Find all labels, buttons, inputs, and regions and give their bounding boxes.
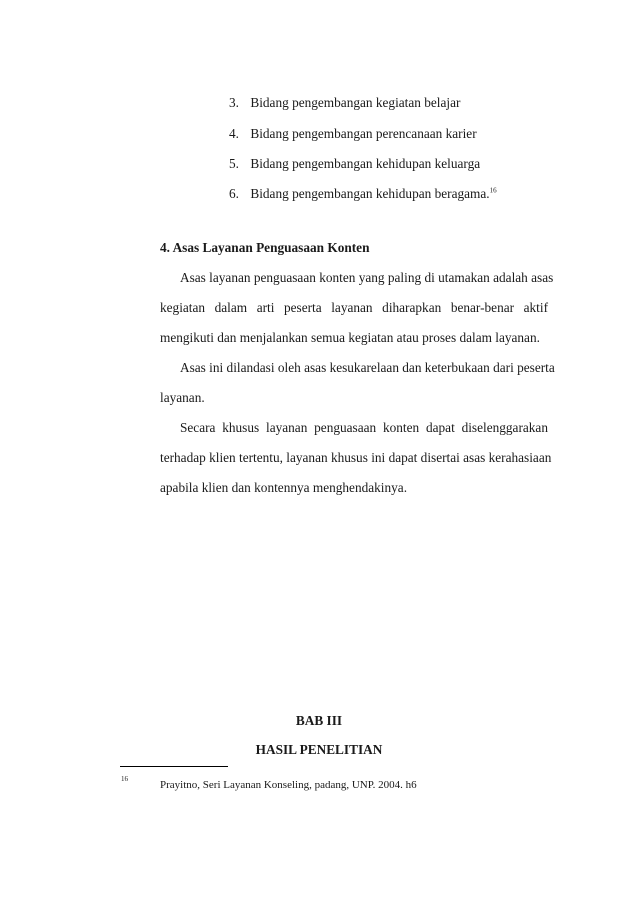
paragraph-line: Asas ini dilandasi oleh asas kesukarelaan dan keterbukaan dari peserta	[180, 360, 555, 375]
list-number: 3.	[229, 95, 239, 110]
list-item	[229, 126, 477, 142]
paragraph-line: Secara khusus layanan penguasaan konten dapat diselenggarakan	[180, 420, 548, 435]
paragraph-line: mengikuti dan menjalankan semua kegiatan atau proses dalam layanan.	[160, 330, 540, 345]
list-number: 5.	[229, 156, 239, 171]
footnote-reference: 16	[489, 186, 497, 195]
list-number: 6.	[229, 186, 239, 201]
list-item	[229, 95, 460, 111]
list-text: Bidang pengembangan kehidupan keluarga	[250, 156, 481, 171]
list-number: 4.	[229, 126, 239, 141]
footnote-rule	[120, 766, 228, 767]
list-text: Bidang pengembangan kegiatan belajar	[250, 95, 461, 110]
footnote-text: Prayitno, Seri Layanan Konseling, padang, UNP. 2004. h6	[160, 779, 417, 791]
section-heading: 4. Asas Layanan Penguasaan Konten	[160, 240, 370, 255]
chapter-label: BAB III	[295, 713, 343, 728]
paragraph-line: terhadap klien tertentu, layanan khusus ini dapat disertai asas kerahasiaan	[160, 450, 552, 465]
chapter-title: HASIL PENELITIAN	[255, 742, 383, 757]
footnote-mark: 16	[121, 775, 128, 783]
paragraph-line: kegiatan dalam arti peserta layanan diharapkan benar-benar aktif	[160, 300, 548, 315]
paragraph-line: layanan.	[160, 390, 205, 405]
list-text: Bidang pengembangan perencanaan karier	[250, 126, 477, 141]
list-item	[229, 156, 480, 172]
paragraph-line: apabila klien dan kontennya menghendakinya.	[160, 480, 408, 495]
list-item	[229, 186, 497, 202]
paragraph-line: Asas layanan penguasaan konten yang paling di utamakan adalah asas	[180, 270, 554, 285]
list-text: Bidang pengembangan kehidupan beragama.	[250, 186, 490, 201]
